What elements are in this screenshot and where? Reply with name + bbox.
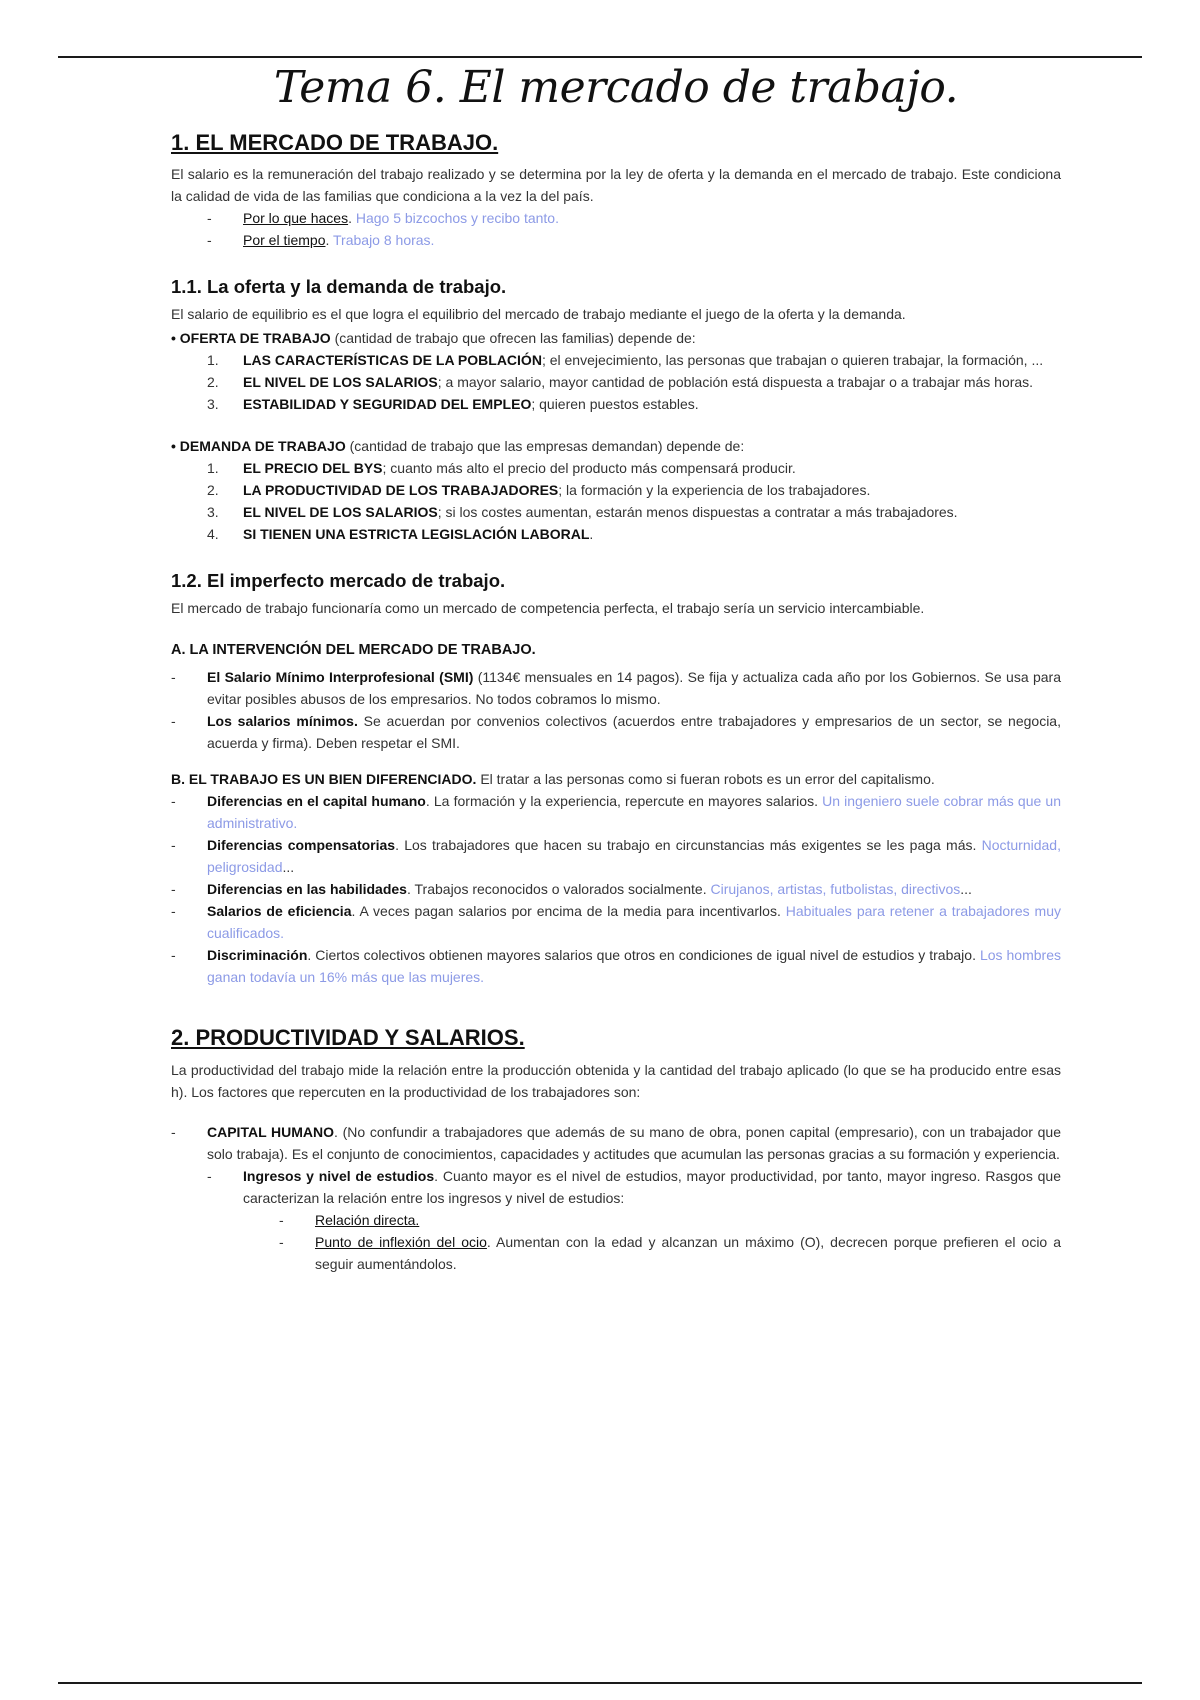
item-example: Los hombres ganan todavía un 16% más que las mujeres bbox=[207, 947, 1061, 986]
spacer bbox=[171, 988, 1061, 1024]
item-label: Por lo que haces bbox=[243, 210, 349, 227]
item-text: ; cuanto más alto el precio del producto más compensará producir. bbox=[382, 460, 796, 477]
item-text: . Trabajos reconocidos o valorados socialmente. bbox=[406, 881, 711, 898]
item-bold: Diferencias en las habilidades bbox=[207, 881, 407, 898]
section-2-heading: 2. PRODUCTIVIDAD Y SALARIOS. bbox=[171, 1025, 525, 1051]
subsection-b-heading: B. EL TRABAJO ES UN BIEN DIFERENCIADO. bbox=[171, 771, 477, 788]
item-text: . A veces pagan salarios por encima de la media para incentivarlos. bbox=[351, 903, 786, 920]
item-bold: LAS CARACTERÍSTICAS DE LA POBLACIÓN bbox=[243, 352, 542, 369]
item-text: . Los trabajadores que hacen su trabajo en circunstancias más exigentes se les paga más. bbox=[395, 837, 982, 854]
list-number: 1. bbox=[207, 352, 219, 369]
item-bold: SI TIENEN UNA ESTRICTA LEGISLACIÓN LABORAL bbox=[243, 526, 590, 543]
item-text: (1134€ mensuales en 14 pagos). Se fija y actualiza cada año por los Gobiernos. Se usa para evitar posibles abusos de los empresarios. No todos cobramos lo mismo. bbox=[207, 669, 1061, 708]
subsection-b-intro bbox=[171, 768, 1061, 790]
item-bold: CAPITAL HUMANO bbox=[207, 1123, 335, 1140]
list-item bbox=[171, 1121, 1061, 1165]
item-tail: . bbox=[280, 925, 285, 942]
oferta-label: • OFERTA DE TRABAJO bbox=[171, 330, 331, 347]
demanda-text: (cantidad de trabajo que las empresas demandan) depende de: bbox=[345, 438, 745, 455]
list-number: 2. bbox=[207, 482, 219, 499]
item-example: Habituales para retener a trabajadores muy cualificados bbox=[207, 903, 1062, 942]
list-item bbox=[171, 834, 1061, 878]
spacer bbox=[171, 1103, 1061, 1121]
list-item bbox=[171, 666, 1061, 710]
list-item bbox=[171, 900, 1061, 944]
item-label: Punto de inflexión del ocio bbox=[315, 1233, 487, 1250]
dash-marker: - bbox=[207, 1167, 212, 1184]
item-bold: EL PRECIO DEL BYS bbox=[243, 460, 383, 477]
item-bold: Salarios de eficiencia bbox=[207, 903, 352, 920]
item-text: . Cuanto mayor es el nivel de estudios, mayor productividad, por tanto, mayor ingreso. Rasgos que caracterizan la relación entre los ingresos y nivel de estudios: bbox=[243, 1167, 1061, 1206]
item-example: Cirujanos, artistas, futbolistas, directivos bbox=[710, 881, 961, 898]
item-tail: . bbox=[480, 969, 485, 986]
spacer bbox=[171, 415, 1061, 433]
item-tail: ... bbox=[282, 859, 295, 876]
section-1-intro: El salario es la remuneración del trabajo realizado y se determina por la ley de oferta y la demanda en el mercado de trabajo. Este condiciona la calidad de vida de las familias que condiciona a la vez la del país. bbox=[171, 166, 1061, 205]
item-text: . (No confundir a trabajadores que además de su mano de obra, ponen capital (empresario), con un trabajador que solo trabaja). Es el conjunto de conocimientos, capacidades y actitudes que acumulan las personas gracias a su formación y experiencia. bbox=[207, 1123, 1061, 1162]
section-1-2-heading: 1.2. El imperfecto mercado de trabajo. bbox=[171, 570, 506, 592]
item-tail: . bbox=[293, 815, 298, 832]
list-item bbox=[171, 710, 1061, 754]
item-text: ; si los costes aumentan, estarán menos dispuestas a contratar a más trabajadores. bbox=[437, 504, 958, 521]
item-bold: Diferencias compensatorias bbox=[207, 837, 396, 854]
list-item bbox=[171, 349, 1061, 371]
item-text: ; el envejecimiento, las personas que trabajan o quieren trabajar, la formación, ... bbox=[541, 352, 1044, 369]
list-item bbox=[171, 1209, 1061, 1231]
dash-marker: - bbox=[171, 881, 176, 898]
dash-marker: - bbox=[207, 210, 212, 227]
list-item bbox=[171, 371, 1061, 393]
subsection-b-text: El tratar a las personas como si fueran robots es un error del capitalismo. bbox=[476, 771, 935, 788]
list-number: 1. bbox=[207, 460, 219, 477]
item-bold: El Salario Mínimo Interprofesional (SMI) bbox=[207, 669, 474, 686]
dash-marker: - bbox=[171, 947, 176, 964]
item-text: . Ciertos colectivos obtienen mayores salarios que otros en condiciones de igual nivel de estudios y trabajo. bbox=[307, 947, 980, 964]
list-item bbox=[171, 944, 1061, 988]
item-example: Un ingeniero suele cobrar más que un administrativo bbox=[207, 793, 1061, 832]
oferta-heading bbox=[171, 327, 1061, 349]
item-label: Relación directa. bbox=[315, 1211, 420, 1228]
dash-marker: - bbox=[171, 713, 176, 730]
page-title: Tema 6. El mercado de trabajo. bbox=[273, 62, 959, 113]
dash-marker: - bbox=[171, 1123, 176, 1140]
item-bold: EL NIVEL DE LOS SALARIOS bbox=[243, 504, 438, 521]
section-1-1-heading: 1.1. La oferta y la demanda de trabajo. bbox=[171, 276, 507, 298]
item-bold: Ingresos y nivel de estudios bbox=[243, 1167, 435, 1184]
item-bold: Discriminación bbox=[207, 947, 308, 964]
section-1-1-intro: El salario de equilibrio es el que logra el equilibrio del mercado de trabajo mediante el juego de la oferta y la demanda. bbox=[171, 306, 906, 323]
list-number: 3. bbox=[207, 396, 219, 413]
list-item bbox=[171, 790, 1061, 834]
dash-marker: - bbox=[279, 1233, 284, 1250]
item-separator: . bbox=[348, 210, 352, 227]
item-text: Se acuerdan por convenios colectivos (acuerdos entre trabajadores y empresarios de un sector, se negocia, acuerda y firma). Deben respetar el SMI. bbox=[207, 713, 1061, 752]
section-1-heading: 1. EL MERCADO DE TRABAJO. bbox=[171, 129, 499, 155]
item-text: . La formación y la experiencia, repercute en mayores salarios. bbox=[425, 793, 823, 810]
list-item bbox=[171, 479, 1061, 501]
demanda-heading bbox=[171, 435, 1061, 457]
dash-marker: - bbox=[207, 232, 212, 249]
list-item bbox=[171, 878, 1061, 900]
demanda-label: • DEMANDA DE TRABAJO bbox=[171, 438, 346, 455]
subsection-a-heading: A. LA INTERVENCIÓN DEL MERCADO DE TRABAJO. bbox=[171, 642, 536, 659]
list-item bbox=[171, 393, 1061, 415]
list-item bbox=[171, 1231, 1061, 1275]
top-rule bbox=[58, 56, 1142, 58]
dash-marker: - bbox=[171, 793, 176, 810]
spacer bbox=[171, 754, 1061, 768]
item-text: . Aumentan con la edad y alcanzan un máximo (O), decrecen porque prefieren el ocio a seguir aumentándolos. bbox=[315, 1233, 1061, 1272]
list-item bbox=[171, 229, 1061, 251]
list-item bbox=[171, 457, 1061, 479]
dash-marker: - bbox=[171, 837, 176, 854]
list-number: 4. bbox=[207, 526, 219, 543]
list-number: 3. bbox=[207, 504, 219, 521]
item-text: . bbox=[589, 526, 594, 543]
bottom-rule bbox=[58, 1682, 1142, 1684]
dash-marker: - bbox=[171, 903, 176, 920]
item-text: ; quieren puestos estables. bbox=[531, 396, 699, 413]
item-bold: EL NIVEL DE LOS SALARIOS bbox=[243, 374, 438, 391]
item-text: ; a mayor salario, mayor cantidad de población está dispuesta a trabajar o a trabajar más horas. bbox=[437, 374, 1034, 391]
item-bold: LA PRODUCTIVIDAD DE LOS TRABAJADORES bbox=[243, 482, 559, 499]
dash-marker: - bbox=[171, 669, 176, 686]
list-item bbox=[171, 1165, 1061, 1209]
item-bold: ESTABILIDAD Y SEGURIDAD DEL EMPLEO bbox=[243, 396, 532, 413]
item-example: Trabajo 8 horas. bbox=[329, 232, 435, 249]
item-bold: Los salarios mínimos. bbox=[207, 713, 358, 730]
item-bold: Diferencias en el capital humano bbox=[207, 793, 426, 810]
item-separator: . bbox=[325, 232, 330, 249]
list-item bbox=[171, 501, 1061, 523]
document-page bbox=[171, 62, 1061, 1275]
list-item bbox=[171, 523, 1061, 545]
section-2-intro: La productividad del trabajo mide la relación entre la producción obtenida y la cantidad del trabajo aplicado (lo que se ha producido entre esas h). Los factores que repercuten en la productividad de los trabajadores son: bbox=[171, 1061, 1061, 1100]
item-example: Hago 5 bizcochos y recibo tanto. bbox=[351, 210, 559, 227]
oferta-text: (cantidad de trabajo que ofrecen las familias) depende de: bbox=[330, 330, 696, 347]
list-item bbox=[171, 207, 1061, 229]
item-text: ; la formación y la experiencia de los trabajadores. bbox=[558, 482, 871, 499]
list-number: 2. bbox=[207, 374, 219, 391]
item-tail: ... bbox=[960, 881, 972, 898]
dash-marker: - bbox=[279, 1211, 284, 1228]
item-example: Nocturnidad, peligrosidad bbox=[207, 837, 1061, 876]
item-label: Por el tiempo bbox=[243, 232, 326, 249]
section-1-2-intro: El mercado de trabajo funcionaría como un mercado de competencia perfecta, el trabajo sería un servicio intercambiable. bbox=[171, 600, 925, 617]
